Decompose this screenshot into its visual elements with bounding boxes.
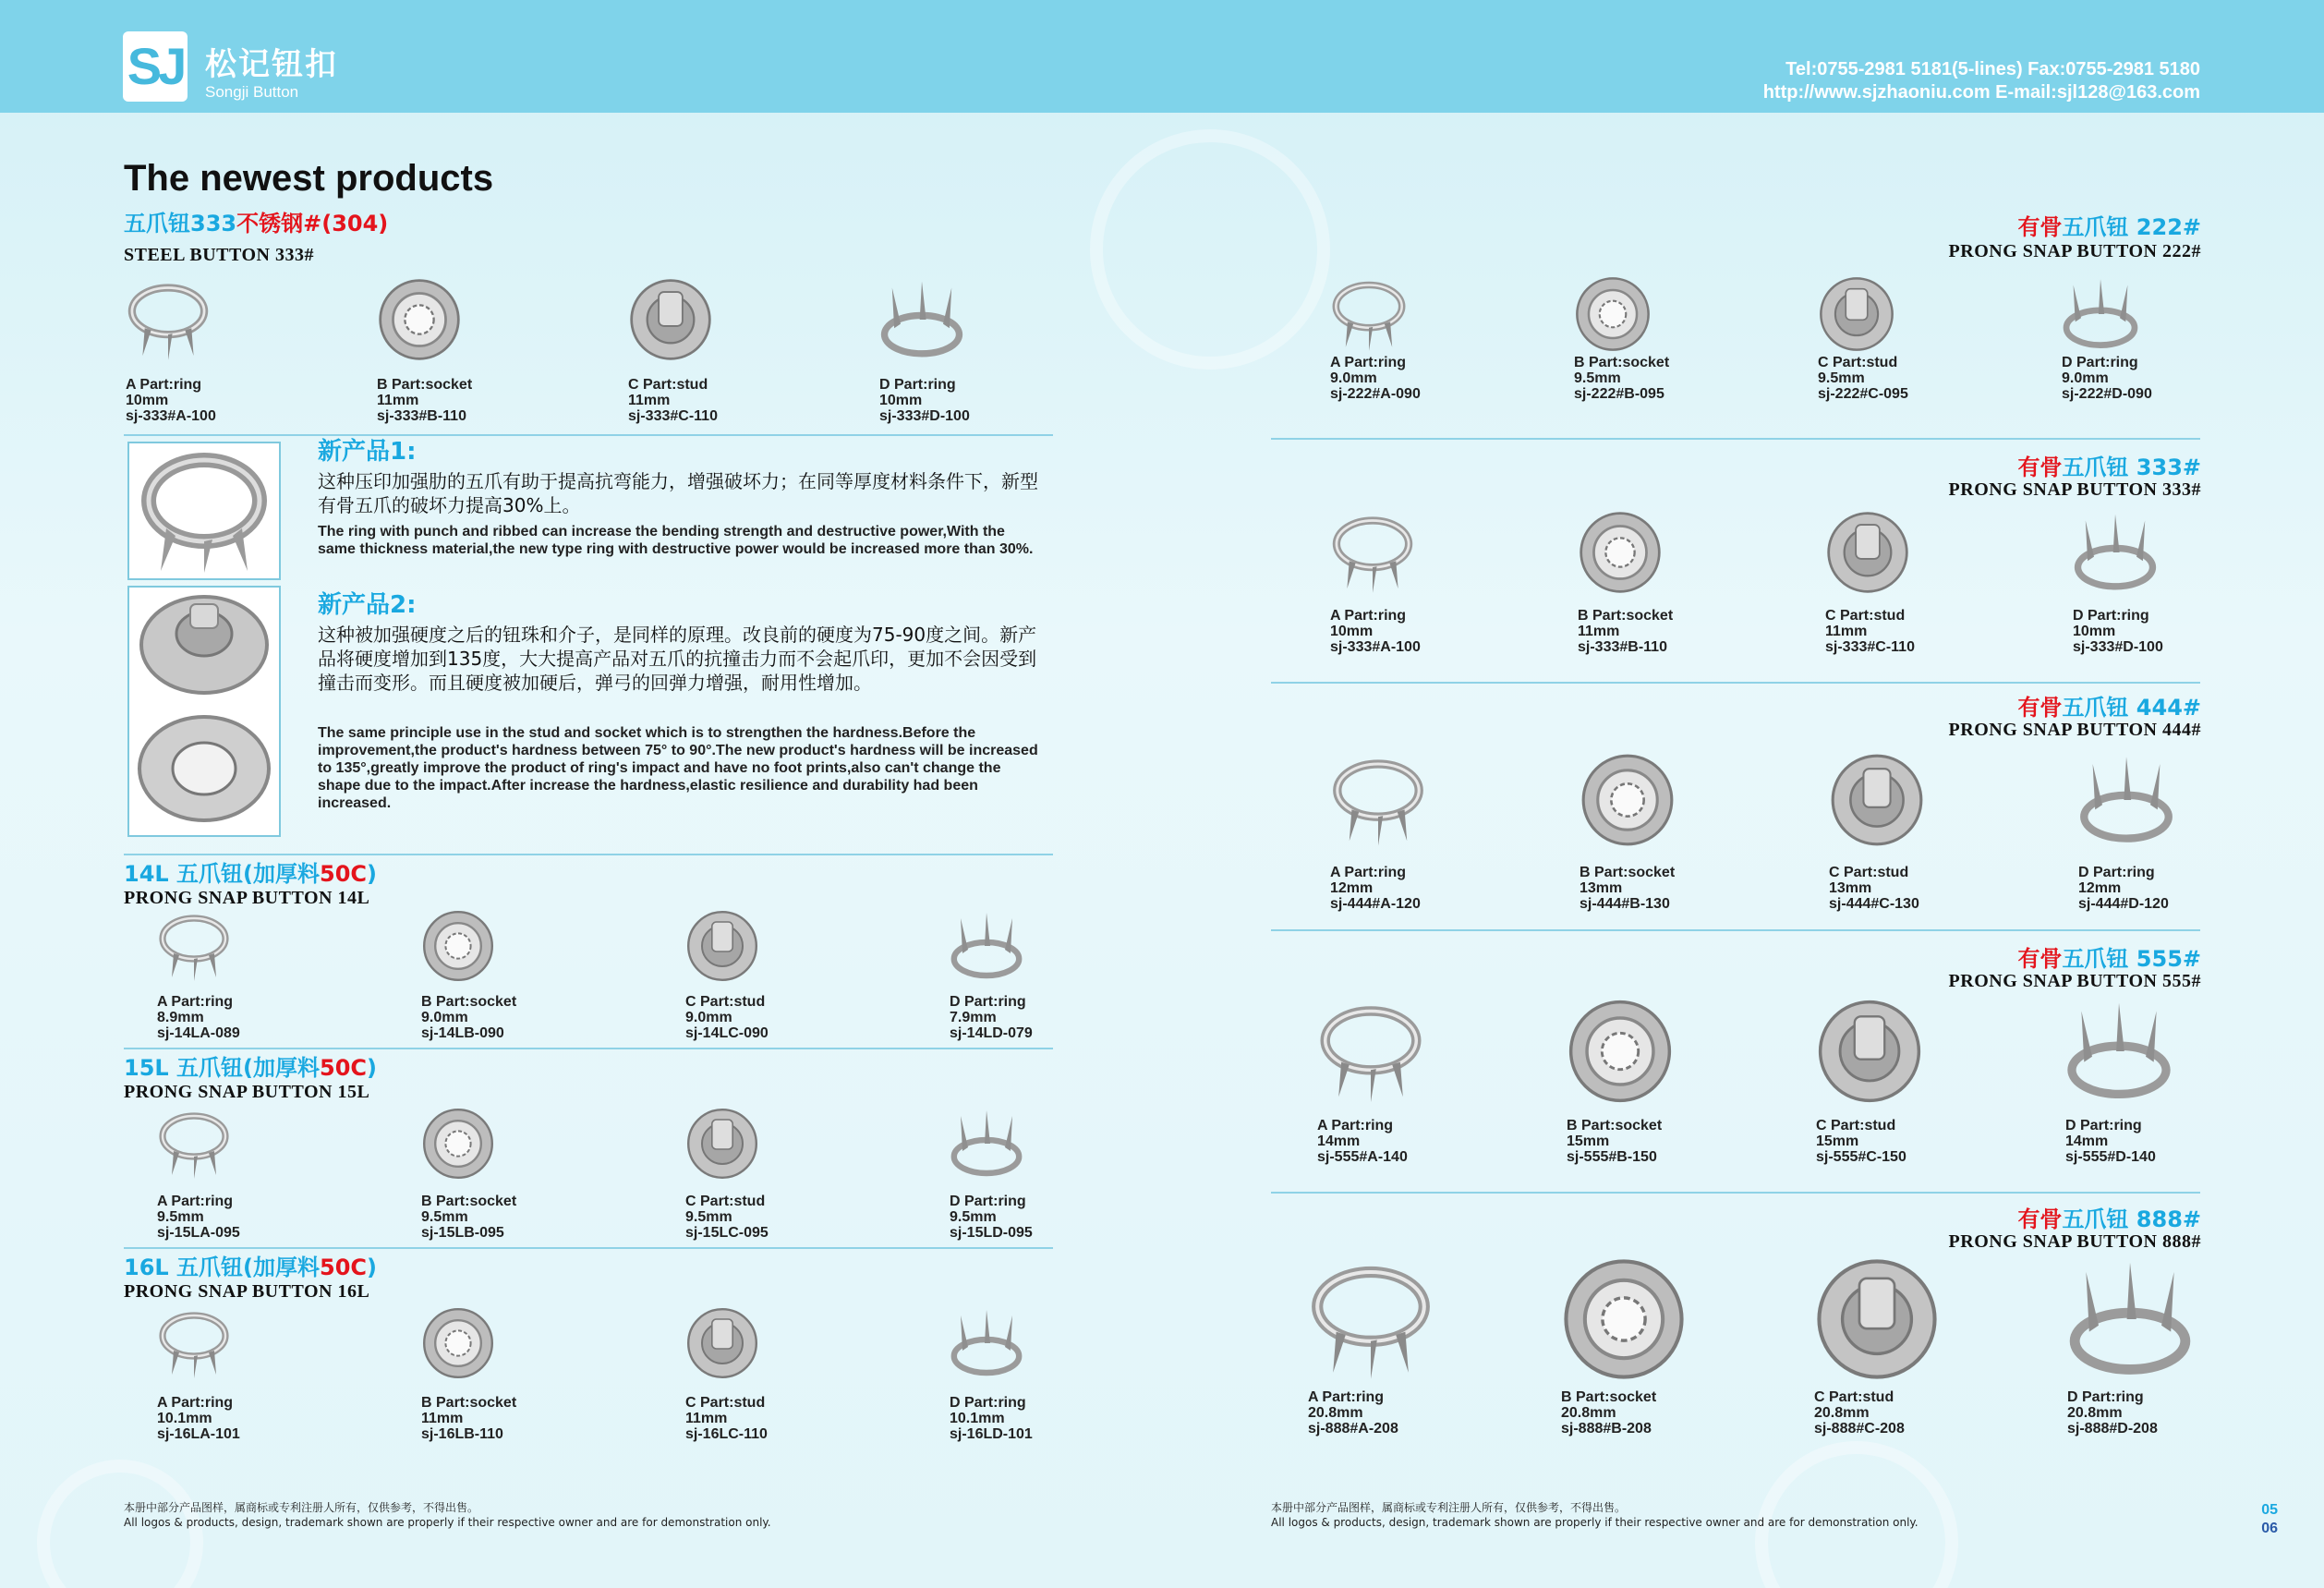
- part-label: C Part:stud: [1818, 355, 1898, 370]
- product-part: [1825, 510, 2028, 655]
- part-label: B Part:socket: [1574, 355, 1670, 370]
- 888-heading-en: PRONG SNAP BUTTON 888#: [1948, 1231, 2201, 1252]
- ring-d-icon: [879, 277, 964, 362]
- contact-phone: Tel:0755-2981 5181(5-lines) Fax:0755-2981 5180: [1785, 59, 2200, 79]
- product-part: [950, 909, 1153, 1041]
- 555-heading-cn: 有骨五爪钮 555#: [2017, 946, 2201, 972]
- part-label: 9.0mm: [1330, 370, 1377, 386]
- socket-icon: [377, 277, 462, 362]
- part-label: sj-888#C-208: [1814, 1421, 1905, 1436]
- socket-icon: [421, 909, 495, 983]
- 14l-heading-cn: 14L 五爪钮(加厚料50C): [124, 861, 377, 887]
- product-part: [157, 909, 360, 1041]
- part-label: 9.0mm: [685, 1010, 732, 1025]
- part-label: A Part:ring: [1330, 355, 1407, 370]
- part-label: 11mm: [628, 393, 671, 408]
- part-label: 10mm: [2073, 624, 2116, 639]
- part-label: 9.5mm: [685, 1209, 732, 1225]
- part-label: C Part:stud: [685, 1194, 766, 1209]
- part-label: sj-14LB-090: [421, 1025, 504, 1041]
- divider: [124, 434, 1053, 436]
- part-label: sj-15LD-095: [950, 1225, 1033, 1241]
- part-label: sj-333#B-110: [1578, 639, 1667, 655]
- part-label: C Part:stud: [1816, 1118, 1896, 1133]
- 15l-heading-en: PRONG SNAP BUTTON 15L: [124, 1082, 370, 1102]
- product-part: [2065, 998, 2269, 1165]
- divider: [1271, 682, 2200, 684]
- part-label: 15mm: [1816, 1133, 1859, 1149]
- part-label: sj-444#C-130: [1829, 896, 1919, 912]
- company-name-cn: 松记钮扣: [205, 46, 338, 83]
- part-label: 11mm: [685, 1411, 728, 1426]
- part-label: 20.8mm: [1561, 1405, 1616, 1421]
- product-part: [1330, 752, 1533, 912]
- stud-icon: [685, 909, 759, 983]
- ring-icon: [1317, 998, 1424, 1105]
- part-label: sj-16LD-101: [950, 1426, 1033, 1442]
- product-part: [1829, 752, 2032, 912]
- product-part: [1818, 275, 2021, 402]
- divider: [1271, 1192, 2200, 1194]
- part-label: sj-333#D-100: [2073, 639, 2163, 655]
- part-label: 11mm: [421, 1411, 464, 1426]
- product-part: [1580, 752, 1783, 912]
- part-label: sj-14LA-089: [157, 1025, 240, 1041]
- stud-socket-image: [129, 588, 279, 835]
- contact-web-email: http://www.sjzhaoniu.com E-mail:sjl128@163.com: [1762, 82, 2200, 103]
- part-label: B Part:socket: [421, 994, 517, 1010]
- divider: [124, 854, 1053, 855]
- part-label: 20.8mm: [1814, 1405, 1870, 1421]
- part-label: 14mm: [1317, 1133, 1361, 1149]
- steel-heading-en: STEEL BUTTON 333#: [124, 245, 314, 265]
- ring-d-icon: [2065, 998, 2173, 1105]
- 222-heading-cn: 有骨五爪钮 222#: [2017, 214, 2201, 240]
- part-label: 15mm: [1567, 1133, 1610, 1149]
- ring-icon: [126, 277, 211, 362]
- product-part: [1317, 998, 1520, 1165]
- new-ring-photo: [127, 442, 281, 580]
- product-part: [1330, 275, 1533, 402]
- product-part: [157, 1107, 360, 1241]
- socket-icon: [1574, 275, 1652, 353]
- part-label: C Part:stud: [628, 377, 708, 393]
- part-label: 11mm: [1825, 624, 1868, 639]
- part-label: sj-444#D-120: [2078, 896, 2169, 912]
- part-label: 20.8mm: [1308, 1405, 1363, 1421]
- part-label: 12mm: [2078, 880, 2122, 896]
- footer-left-cn: 本册中部分产品图样，属商标或专利注册人所有，仅供参考，不得出售。: [124, 1501, 479, 1514]
- part-label: 11mm: [377, 393, 419, 408]
- part-label: sj-555#A-140: [1317, 1149, 1408, 1165]
- part-label: C Part:stud: [1825, 608, 1906, 624]
- ring-icon: [157, 909, 231, 983]
- ring-icon: [1308, 1256, 1434, 1382]
- part-label: sj-333#D-100: [879, 408, 970, 424]
- part-label: B Part:socket: [1578, 608, 1674, 624]
- logo: SJ: [123, 31, 188, 102]
- part-label: D Part:ring: [2067, 1389, 2144, 1405]
- part-label: sj-888#A-208: [1308, 1421, 1398, 1436]
- new-product-1-cn: 这种压印加强肋的五爪有助于提高抗弯能力，增强破坏力；在同等厚度材料条件下，新型有骨五爪的破坏力提高30%上。: [318, 470, 1038, 516]
- product-part: [1574, 275, 1777, 402]
- part-label: D Part:ring: [2062, 355, 2138, 370]
- product-part: [950, 1306, 1153, 1442]
- part-label: 9.5mm: [421, 1209, 468, 1225]
- part-label: B Part:socket: [421, 1395, 517, 1411]
- part-label: 12mm: [1330, 880, 1374, 896]
- product-part: [2062, 275, 2265, 402]
- part-label: 10mm: [1330, 624, 1374, 639]
- part-label: D Part:ring: [950, 1395, 1026, 1411]
- part-label: sj-333#A-100: [126, 408, 216, 424]
- 555-heading-en: PRONG SNAP BUTTON 555#: [1948, 971, 2201, 991]
- part-label: sj-16LC-110: [685, 1426, 768, 1442]
- product-part: [1561, 1256, 1764, 1436]
- part-label: C Part:stud: [685, 1395, 766, 1411]
- part-label: sj-16LA-101: [157, 1426, 240, 1442]
- part-label: 10.1mm: [157, 1411, 212, 1426]
- part-label: B Part:socket: [1567, 1118, 1663, 1133]
- stud-icon: [685, 1306, 759, 1380]
- socket-icon: [1561, 1256, 1687, 1382]
- part-label: B Part:socket: [1561, 1389, 1657, 1405]
- part-label: 14mm: [2065, 1133, 2109, 1149]
- socket-icon: [1578, 510, 1663, 595]
- part-label: 7.9mm: [950, 1010, 997, 1025]
- part-label: A Part:ring: [157, 1194, 234, 1209]
- product-part: [628, 277, 831, 424]
- new-product-1-heading: 新产品1:: [318, 438, 417, 466]
- part-label: C Part:stud: [1814, 1389, 1894, 1405]
- header-bar: [0, 0, 2324, 113]
- product-part: [879, 277, 1083, 424]
- part-label: B Part:socket: [1580, 865, 1676, 880]
- part-label: D Part:ring: [2065, 1118, 2142, 1133]
- part-label: 9.5mm: [1574, 370, 1621, 386]
- divider: [124, 1048, 1053, 1049]
- product-part: [1814, 1256, 2017, 1436]
- part-label: sj-333#C-110: [628, 408, 718, 424]
- 222-heading-en: PRONG SNAP BUTTON 222#: [1948, 241, 2201, 261]
- ring-d-icon: [2073, 510, 2158, 595]
- product-part: [421, 1107, 624, 1241]
- 333-heading-cn: 有骨五爪钮 333#: [2017, 455, 2201, 480]
- stud-icon: [1825, 510, 1910, 595]
- 444-heading-en: PRONG SNAP BUTTON 444#: [1948, 720, 2201, 740]
- product-part: [1330, 510, 1533, 655]
- ring-icon: [1330, 752, 1426, 848]
- part-label: A Part:ring: [1330, 608, 1407, 624]
- part-label: sj-14LC-090: [685, 1025, 769, 1041]
- part-label: A Part:ring: [157, 1395, 234, 1411]
- product-part: [950, 1107, 1153, 1241]
- part-label: sj-444#B-130: [1580, 896, 1670, 912]
- part-label: B Part:socket: [421, 1194, 517, 1209]
- part-label: 10mm: [879, 393, 923, 408]
- socket-icon: [1567, 998, 1674, 1105]
- product-part: [2078, 752, 2282, 912]
- part-label: sj-333#B-110: [377, 408, 466, 424]
- part-label: A Part:ring: [1317, 1118, 1394, 1133]
- page-numbers: 05 06: [2261, 1502, 2278, 1536]
- product-part: [1567, 998, 1770, 1165]
- new-product-2-en: The same principle use in the stud and socket which is to strengthen the hardness.Before the improvement,the product's hardness between 75° to 90°.The new product's hardness will be increased to 135°,greatly improve the product of ring's impact and have no foot prints,also can't change the shape due to the impact.After increase the hardness,elastic resilience and durability had been increased.: [318, 725, 1038, 811]
- new-product-2-cn: 这种被加强硬度之后的钮珠和介子，是同样的原理。改良前的硬度为75-90度之间。新产品将硬度增加到135度，大大提高产品对五爪的抗撞击力而不会起爪印，更加不会因受到撞击而变形。而且硬度被加硬后，弹弓的回弹力增强，耐用性增加。: [318, 624, 1037, 694]
- footer-left-en: All logos & products, design, trademark shown are properly if their respective owner and are for demonstration only.: [124, 1516, 771, 1529]
- product-part: [2073, 510, 2276, 655]
- socket-icon: [421, 1107, 495, 1181]
- new-product-1-en: The ring with punch and ribbed can increase the bending strength and destructive power,With the same thickness material,the new type ring with destructive power would be increased more than 30%.: [318, 524, 1034, 557]
- background-button-decoration: [1090, 129, 1330, 370]
- product-part: [157, 1306, 360, 1442]
- ring-icon: [1330, 275, 1408, 353]
- part-label: D Part:ring: [950, 994, 1026, 1010]
- socket-icon: [1580, 752, 1676, 848]
- ring-icon: [1330, 510, 1415, 595]
- product-part: [685, 1306, 889, 1442]
- part-label: 9.0mm: [2062, 370, 2109, 386]
- part-label: sj-222#D-090: [2062, 386, 2152, 402]
- part-label: C Part:stud: [1829, 865, 1909, 880]
- stud-icon: [1818, 275, 1895, 353]
- ring-d-icon: [2067, 1256, 2193, 1382]
- stud-icon: [685, 1107, 759, 1181]
- product-part: [1308, 1256, 1511, 1436]
- 15l-heading-cn: 15L 五爪钮(加厚料50C): [124, 1055, 377, 1081]
- product-part: [126, 277, 329, 424]
- part-label: 13mm: [1580, 880, 1623, 896]
- product-part: [1578, 510, 1781, 655]
- footer-right-en: All logos & products, design, trademark shown are properly if their respective owner and are for demonstration only.: [1271, 1516, 1919, 1529]
- part-label: sj-14LD-079: [950, 1025, 1033, 1041]
- part-label: 9.0mm: [421, 1010, 468, 1025]
- divider: [1271, 929, 2200, 931]
- ring-d-icon: [2078, 752, 2174, 848]
- divider: [124, 1247, 1053, 1249]
- part-label: sj-555#C-150: [1816, 1149, 1906, 1165]
- part-label: 9.5mm: [157, 1209, 204, 1225]
- product-part: [2067, 1256, 2270, 1436]
- part-label: sj-15LB-095: [421, 1225, 504, 1241]
- part-label: D Part:ring: [950, 1194, 1026, 1209]
- ring-d-icon: [950, 909, 1023, 983]
- part-label: 11mm: [1578, 624, 1620, 639]
- ring-icon: [157, 1306, 231, 1380]
- part-label: A Part:ring: [157, 994, 234, 1010]
- ring-d-icon: [950, 1107, 1023, 1181]
- part-label: D Part:ring: [2078, 865, 2155, 880]
- product-part: [1816, 998, 2019, 1165]
- part-label: sj-333#C-110: [1825, 639, 1915, 655]
- part-label: A Part:ring: [1308, 1389, 1385, 1405]
- part-label: 20.8mm: [2067, 1405, 2123, 1421]
- page-title: The newest products: [124, 158, 494, 199]
- part-label: sj-15LC-095: [685, 1225, 769, 1241]
- product-part: [421, 1306, 624, 1442]
- ring-d-icon: [2062, 275, 2139, 353]
- 16l-heading-en: PRONG SNAP BUTTON 16L: [124, 1281, 370, 1302]
- part-label: 13mm: [1829, 880, 1872, 896]
- part-label: sj-444#A-120: [1330, 896, 1421, 912]
- part-label: 9.5mm: [1818, 370, 1865, 386]
- company-name-en: Songji Button: [205, 83, 299, 101]
- part-label: sj-555#D-140: [2065, 1149, 2156, 1165]
- new-stud-socket-photo: [127, 586, 281, 837]
- product-part: [421, 909, 624, 1041]
- stud-icon: [628, 277, 713, 362]
- part-label: C Part:stud: [685, 994, 766, 1010]
- product-part: [685, 1107, 889, 1241]
- part-label: sj-15LA-095: [157, 1225, 240, 1241]
- 16l-heading-cn: 16L 五爪钮(加厚料50C): [124, 1255, 377, 1280]
- part-label: A Part:ring: [1330, 865, 1407, 880]
- product-part: [685, 909, 889, 1041]
- 14l-heading-en: PRONG SNAP BUTTON 14L: [124, 888, 370, 908]
- ribbed-ring-image: [129, 443, 279, 578]
- part-label: sj-888#D-208: [2067, 1421, 2158, 1436]
- part-label: sj-888#B-208: [1561, 1421, 1652, 1436]
- ring-icon: [157, 1107, 231, 1181]
- new-product-2-heading: 新产品2:: [318, 591, 417, 619]
- part-label: B Part:socket: [377, 377, 473, 393]
- part-label: 10.1mm: [950, 1411, 1005, 1426]
- part-label: sj-555#B-150: [1567, 1149, 1657, 1165]
- product-part: [377, 277, 580, 424]
- stud-icon: [1814, 1256, 1940, 1382]
- part-label: 8.9mm: [157, 1010, 204, 1025]
- stud-icon: [1816, 998, 1923, 1105]
- 888-heading-cn: 有骨五爪钮 888#: [2017, 1206, 2201, 1232]
- steel-heading-cn: 五爪钮333不锈钢#(304): [124, 211, 389, 236]
- part-label: D Part:ring: [879, 377, 956, 393]
- part-label: sj-333#A-100: [1330, 639, 1421, 655]
- part-label: sj-222#C-095: [1818, 386, 1908, 402]
- part-label: sj-16LB-110: [421, 1426, 503, 1442]
- part-label: A Part:ring: [126, 377, 202, 393]
- part-label: sj-222#B-095: [1574, 386, 1664, 402]
- 333-heading-en: PRONG SNAP BUTTON 333#: [1948, 479, 2201, 500]
- socket-icon: [421, 1306, 495, 1380]
- part-label: D Part:ring: [2073, 608, 2149, 624]
- divider: [1271, 438, 2200, 440]
- ring-d-icon: [950, 1306, 1023, 1380]
- footer-right-cn: 本册中部分产品图样，属商标或专利注册人所有，仅供参考，不得出售。: [1271, 1501, 1627, 1514]
- part-label: 9.5mm: [950, 1209, 997, 1225]
- part-label: sj-222#A-090: [1330, 386, 1421, 402]
- stud-icon: [1829, 752, 1925, 848]
- 444-heading-cn: 有骨五爪钮 444#: [2017, 695, 2201, 721]
- part-label: 10mm: [126, 393, 169, 408]
